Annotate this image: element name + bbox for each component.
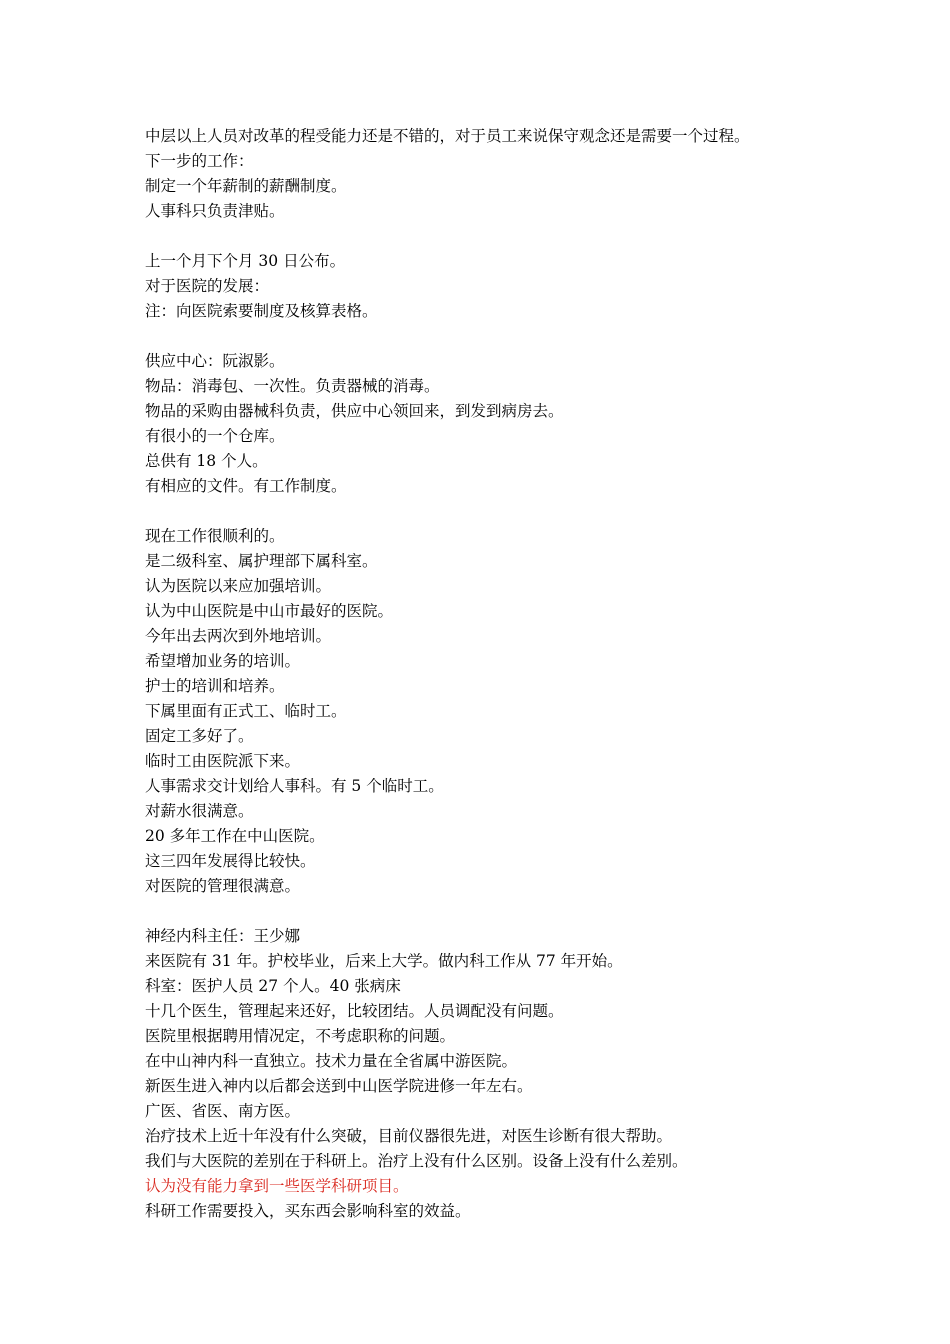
text-line: 今年出去两次到外地培训。 [145, 627, 332, 645]
text-line: 20 多年工作在中山医院。 [145, 827, 325, 845]
text-line: 认为中山医院是中山市最好的医院。 [145, 602, 394, 620]
text-line: 物品：消毒包、一次性。负责器械的消毒。 [145, 377, 440, 395]
section-heading: 下一步的工作： [145, 152, 254, 170]
text-line: 有相应的文件。有工作制度。 [145, 477, 347, 495]
blank-line [145, 499, 845, 524]
text-line: 固定工多好了。 [145, 727, 254, 745]
section-heading: 对于医院的发展： [145, 277, 270, 295]
section-heading: 神经内科主任：王少娜 [145, 927, 301, 945]
blank-line [145, 324, 845, 349]
text-line: 新医生进入神内以后都会送到中山医学院进修一年左右。 [145, 1077, 533, 1095]
text-line: 我们与大医院的差别在于科研上。治疗上没有什么区别。设备上没有什么差别。 [145, 1152, 688, 1170]
text-line: 治疗技术上近十年没有什么突破，目前仪器很先进，对医生诊断有很大帮助。 [145, 1127, 673, 1145]
blank-line [145, 899, 845, 924]
text-line: 物品的采购由器械科负责，供应中心领回来，到发到病房去。 [145, 402, 564, 420]
document-body [145, 124, 845, 1224]
text-line: 下属里面有正式工、临时工。 [145, 702, 347, 720]
text-line: 科研工作需要投入，买东西会影响科室的效益。 [145, 1202, 471, 1220]
text-line: 临时工由医院派下来。 [145, 752, 301, 770]
text-line: 对薪水很满意。 [145, 802, 254, 820]
text-line: 上一个月下个月 30 日公布。 [145, 252, 346, 270]
text-line: 广医、省医、南方医。 [145, 1102, 301, 1120]
text-line: 十几个医生，管理起来还好，比较团结。人员调配没有问题。 [145, 1002, 564, 1020]
text-line: 这三四年发展得比较快。 [145, 852, 316, 870]
text-line: 人事需求交计划给人事科。有 5 个临时工。 [145, 777, 444, 795]
text-line: 人事科只负责津贴。 [145, 202, 285, 220]
text-line: 来医院有 31 年。护校毕业，后来上大学。做内科工作从 77 年开始。 [145, 952, 623, 970]
text-line: 科室：医护人员 27 个人。40 张病床 [145, 977, 401, 995]
note-line: 注：向医院索要制度及核算表格。 [145, 302, 378, 320]
text-line: 希望增加业务的培训。 [145, 652, 301, 670]
text-line: 对医院的管理很满意。 [145, 877, 301, 895]
text-line: 护士的培训和培养。 [145, 677, 285, 695]
text-line: 医院里根据聘用情况定，不考虑职称的问题。 [145, 1027, 456, 1045]
text-line: 有很小的一个仓库。 [145, 427, 285, 445]
text-line: 总供有 18 个人。 [145, 452, 268, 470]
highlighted-line: 认为没有能力拿到一些医学科研项目。 [145, 1177, 409, 1195]
text-line: 制定一个年薪制的薪酬制度。 [145, 177, 347, 195]
blank-line [145, 224, 845, 249]
text-line: 认为医院以来应加强培训。 [145, 577, 332, 595]
text-line: 现在工作很顺利的。 [145, 527, 285, 545]
text-line: 在中山神内科一直独立。技术力量在全省属中游医院。 [145, 1052, 518, 1070]
text-line: 是二级科室、属护理部下属科室。 [145, 552, 378, 570]
text-line: 中层以上人员对改革的程受能力还是不错的，对于员工来说保守观念还是需要一个过程。 [145, 127, 750, 145]
section-heading: 供应中心：阮淑影。 [145, 352, 285, 370]
